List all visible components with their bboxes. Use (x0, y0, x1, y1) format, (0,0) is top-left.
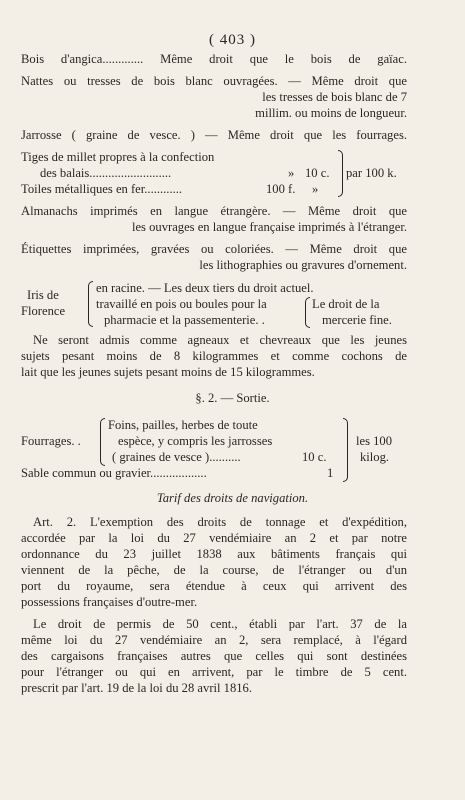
entry-tiges-line1: Tiges de millet propres à la confection (21, 150, 215, 164)
page-number: ( 403 ) (209, 32, 256, 48)
entry-par-100k: par 100 k. (346, 166, 397, 180)
left-brace-fourrages (100, 418, 105, 466)
permis-line5: prescrit par l'art. 19 de la loi du 28 avril 1816. (21, 681, 252, 695)
entry-fourrages-line3: ( graines de vesce ).......... (112, 450, 241, 464)
entry-iris-mercerie: mercerie fine. (322, 313, 392, 327)
entry-kilog: kilog. (360, 450, 390, 464)
entry-iris-droit: Le droit de la (312, 297, 380, 311)
entry-iris-label2: Florence (21, 304, 66, 318)
tarif-heading-text: Tarif des droits de navigation. (156, 491, 309, 505)
entry-almanachs-line1: Almanachs imprimés en langue étrangère. — Même droit que (21, 204, 407, 218)
entry-toiles: Toiles métalliques en fer............ (21, 182, 183, 196)
entry-fourrages-label: Fourrages. . (21, 434, 81, 448)
article-2-line1: Art. 2. L'exemption des droits de tonnage et d'expédition, (33, 515, 407, 529)
left-brace-small (305, 297, 310, 328)
article-2-line2: accordée par la loi du 27 vendémiaire an 2 et par notre (21, 531, 407, 545)
entry-fourrages-value: 10 c. (302, 450, 327, 464)
entry-toiles-quote: » (312, 182, 319, 196)
entry-tiges-line2: des balais.......................... (40, 166, 172, 180)
section-heading-text: §. 2. — Sortie. (195, 391, 270, 405)
article-2-line4: viennent de la pêche, de la course, de l'étranger ou d'un (21, 563, 407, 577)
entry-etiquettes-line2: les lithographies ou gravures d'ornement. (199, 258, 407, 272)
tarif-heading (0, 490, 465, 506)
entry-nattes-line3: millim. ou moins de longueur. (255, 106, 407, 120)
entry-fourrages-line2: espèce, y compris les jarrosses (118, 434, 273, 448)
right-brace (338, 150, 343, 197)
permis-line2: même loi du 27 vendémiaire an 2, sera remplacé, à l'égard (21, 633, 407, 647)
entry-tiges-quote: » (288, 166, 295, 180)
entry-almanachs-line2: les ouvrages en langue française imprimés à l'étranger. (131, 220, 407, 234)
para-agneaux-line1: Ne seront admis comme agneaux et chevreaux que les jeunes (33, 333, 407, 347)
para-agneaux-line2: sujets pesant moins de 8 kilogrammes et comme cochons de (21, 349, 407, 363)
entry-tiges-value: 10 c. (305, 166, 330, 180)
article-2-line5: port du royaume, sera étendue à ceux qui arrivent des (21, 579, 407, 593)
permis-line1: Le droit de permis de 50 cent., établi par l'art. 37 de la (33, 617, 407, 631)
entry-sable-value: 1 (327, 466, 334, 480)
entry-iris-racine: en racine. — Les deux tiers du droit actuel. (96, 281, 314, 295)
entry-jarrosse: Jarrosse ( graine de vesce. ) — Même droit que les fourrages. (21, 128, 407, 142)
para-agneaux-line3: lait que les jeunes sujets pesant moins de 15 kilogrammes. (21, 365, 315, 379)
article-2-line3: ordonnance du 23 juillet 1838 aux bâtiments français qui (21, 547, 407, 561)
entry-sable: Sable commun ou gravier.................. (21, 466, 207, 480)
permis-line4: pour l'étranger ou qui en arrivent, par le timbre de 5 cent. (21, 665, 407, 679)
left-brace (88, 281, 93, 327)
entry-les-100: les 100 (356, 434, 393, 448)
right-brace-fourrages (343, 418, 348, 482)
entry-iris-pharmacie: pharmacie et la passementerie. . (104, 313, 265, 327)
entry-toiles-value: 100 f. (266, 182, 296, 196)
entry-nattes-line1: Nattes ou tresses de bois blanc ouvragées. — Même droit que (21, 74, 407, 88)
section-heading (0, 390, 465, 406)
entry-bois-angica: Bois d'angica............. Même droit que le bois de gaïac. (21, 52, 407, 66)
article-2-line6: possessions françaises d'outre-mer. (21, 595, 198, 609)
entry-fourrages-line1: Foins, pailles, herbes de toute (108, 418, 258, 432)
entry-iris-label1: Iris de (27, 288, 59, 302)
entry-etiquettes-line1: Étiquettes imprimées, gravées ou coloriées. — Même droit que (21, 242, 407, 256)
entry-iris-travaille: travaillé en pois ou boules pour la (96, 297, 267, 311)
entry-nattes-line2: les tresses de bois blanc de 7 (262, 90, 407, 104)
permis-line3: des cargaisons françaises autres que celles qui sont destinées (21, 649, 407, 663)
